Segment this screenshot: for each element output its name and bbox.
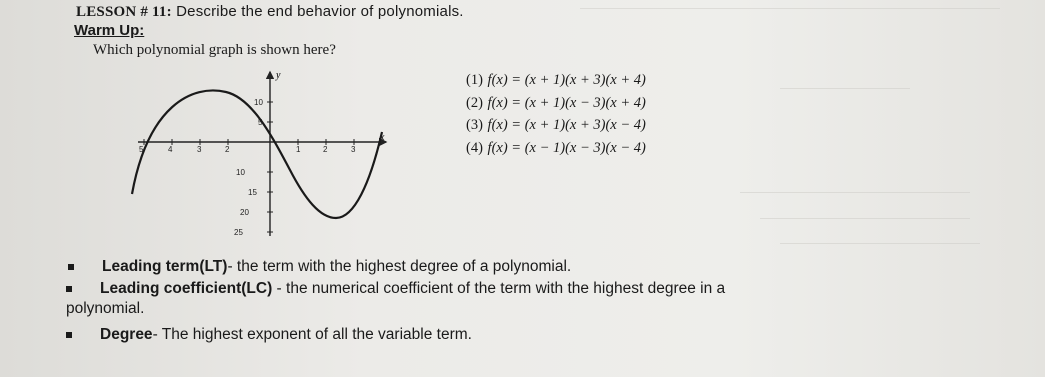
choice-equation: f(x) = (x + 1)(x − 3)(x + 4)	[487, 94, 646, 111]
x-axis-label: x	[380, 132, 385, 143]
y-tick-label: 25	[234, 228, 243, 237]
warmup-title: Warm Up:	[74, 22, 145, 39]
definitions-list	[66, 257, 725, 345]
y-tick-label: 10	[236, 168, 245, 177]
lesson-heading	[76, 3, 464, 21]
definition-text: the numerical coefficient of the term with the highest degree in a	[286, 280, 726, 297]
x-tick-label: 4	[168, 145, 173, 154]
choice-equation: f(x) = (x − 1)(x − 3)(x − 4)	[487, 139, 646, 156]
choice-number: (2)	[466, 94, 483, 111]
x-tick-label: 3	[197, 145, 202, 154]
choice-equation: f(x) = (x + 1)(x + 3)(x − 4)	[487, 117, 646, 133]
definition-text: The highest exponent of all the variable term.	[161, 326, 472, 343]
definition-separator: -	[152, 326, 162, 343]
bullet-icon	[68, 264, 74, 270]
y-tick-label: 20	[240, 208, 249, 217]
bullet-icon	[66, 286, 72, 292]
choice-number: (4)	[466, 139, 483, 156]
polynomial-graph	[130, 66, 392, 244]
choice-1[interactable]	[466, 72, 646, 95]
y-tick-label: 15	[248, 188, 257, 197]
lesson-title: Describe the end behavior of polynomials.	[176, 3, 464, 20]
definition-continuation: polynomial.	[66, 300, 145, 317]
y-tick-label: 5	[258, 118, 263, 127]
definition-separator: -	[227, 258, 237, 275]
bullet-icon	[66, 332, 72, 338]
x-tick-label: 2	[323, 145, 328, 154]
choice-equation: f(x) = (x + 1)(x + 3)(x + 4)	[487, 72, 646, 88]
y-tick-label: 10	[254, 98, 263, 107]
definition-separator: -	[272, 280, 287, 297]
y-axis-label: y	[276, 70, 281, 81]
choice-2[interactable]	[466, 95, 646, 118]
choice-3[interactable]	[466, 117, 646, 140]
definition-term: Degree	[100, 326, 153, 343]
x-tick-label: 1	[296, 145, 301, 154]
choice-number: (3)	[466, 117, 483, 133]
answer-choices	[466, 72, 646, 162]
definition-leading-coefficient	[66, 279, 725, 319]
choice-4[interactable]	[466, 140, 646, 163]
definition-term: Leading term(LT)	[102, 258, 228, 275]
warmup-question: Which polynomial graph is shown here?	[93, 42, 336, 58]
definition-term: Leading coefficient(LC)	[100, 280, 273, 297]
lesson-number: LESSON # 11:	[76, 4, 172, 20]
definition-text: the term with the highest degree of a polynomial.	[236, 258, 572, 275]
definition-leading-term	[68, 257, 725, 277]
x-tick-label: 3	[351, 145, 356, 154]
definition-degree	[66, 325, 725, 345]
x-tick-label: 5	[139, 145, 144, 154]
x-tick-label: 2	[225, 145, 230, 154]
cubic-curve	[132, 90, 382, 218]
choice-number: (1)	[466, 72, 483, 88]
